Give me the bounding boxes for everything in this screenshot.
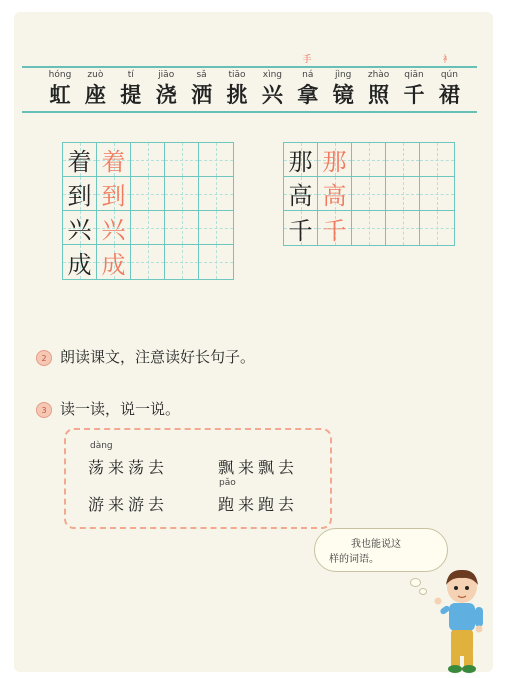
trace-character: 千 [322,216,347,245]
phrase: 游来游去 [88,495,169,514]
vocab-hanzi: 提 [120,82,142,107]
practice-cell [352,143,386,177]
model-character-cell [284,143,318,177]
writing-grid-left [62,142,234,280]
practice-cell [165,245,199,279]
trace-character: 那 [322,148,347,176]
speech-bubble-tail [419,588,427,595]
exercise-number-badge [36,402,52,418]
speech-bubble [314,528,448,572]
vocab-hanzi: 千 [403,82,425,107]
vocab-pinyin: ná [302,70,314,80]
model-character: 那 [288,148,313,176]
practice-cell [131,143,165,177]
speech-bubble-line: 我也能说这 [351,539,401,550]
vocab-pinyin: xìng [262,70,283,80]
trace-character-cell [318,177,352,211]
vocab-pinyin: qún [440,70,458,80]
trace-character: 着 [101,148,126,176]
practice-cell [131,177,165,211]
vocab-pinyin: tí [127,70,134,80]
trace-character-cell [318,143,352,177]
radical-hint: 衤 [442,55,452,65]
boy-illustration [432,565,492,675]
model-character: 兴 [67,216,92,244]
practice-cell [131,211,165,245]
trace-character: 高 [322,182,347,210]
model-character: 千 [288,216,313,245]
trace-character-cell [97,211,131,245]
exercise-number: 3 [41,405,47,415]
trace-character-cell [97,143,131,177]
practice-cell [131,245,165,279]
model-character-cell [63,211,97,245]
vocab-hanzi: 挑 [226,82,248,107]
vocab-hanzi: 拿 [297,82,319,107]
vocab-hanzi: 虹 [49,82,71,107]
practice-cell [199,143,233,177]
vocab-word [328,68,358,108]
vocab-pinyin: jìng [334,70,352,80]
trace-character-cell [97,177,131,211]
practice-cell [386,177,420,211]
vocab-word [293,68,323,108]
vocab-word [187,68,217,108]
phrase-pinyin: dàng [90,441,113,451]
speech-bubble-line: 样的词语。 [329,554,379,565]
model-character-cell [284,211,318,245]
vocab-word [257,68,287,108]
phrase: 跑来跑去 [218,495,299,514]
vocab-pinyin: tiāo [228,70,246,80]
model-character: 着 [67,148,92,176]
vocab-hanzi: 兴 [261,82,283,107]
exercise-number-badge [36,350,52,366]
vocab-pinyin: jiāo [158,70,175,80]
vocab-hanzi: 洒 [191,82,213,107]
exercise-instruction: 朗读课文，注意读好长句子。 [60,348,256,366]
vocab-pinyin: zhào [367,70,390,80]
character-guide-line [22,111,477,113]
practice-cell [352,211,386,245]
practice-cell [199,245,233,279]
practice-cell [420,211,454,245]
vocab-pinyin: sǎ [196,70,207,80]
practice-cell [386,211,420,245]
practice-cell [386,143,420,177]
vocab-word [399,68,429,108]
model-character-cell [284,177,318,211]
phrase-pinyin: pǎo [219,478,236,488]
vocab-hanzi: 镜 [332,82,354,107]
speech-bubble-tail [410,578,421,587]
model-character: 高 [288,182,313,210]
practice-cell [352,177,386,211]
vocab-hanzi: 裙 [438,82,460,107]
vocab-word [364,68,394,108]
practice-cell [165,211,199,245]
model-character-cell [63,177,97,211]
vocab-pinyin: qiān [404,70,424,80]
trace-character: 到 [101,182,126,210]
exercise-number: 2 [41,353,47,363]
exercise-instruction: 读一读，说一说。 [60,400,181,418]
vocab-word [222,68,252,108]
vocab-word [80,68,110,108]
model-character-cell [63,143,97,177]
radical-hint: 手 [302,55,312,65]
trace-character: 兴 [101,216,126,244]
vocab-pinyin: hóng [48,70,72,80]
model-character: 到 [67,182,92,210]
vocab-hanzi: 照 [368,82,390,107]
trace-character: 成 [101,250,126,279]
practice-cell [199,211,233,245]
vocab-word [45,68,75,108]
vocab-word [434,68,464,108]
practice-cell [165,143,199,177]
vocab-word [116,68,146,108]
practice-cell [165,177,199,211]
trace-character-cell [318,211,352,245]
practice-cell [420,177,454,211]
model-character-cell [63,245,97,279]
vocab-hanzi: 浇 [155,82,177,107]
practice-cell [199,177,233,211]
trace-character-cell [97,245,131,279]
phrase: 飘来飘去 [218,458,299,477]
writing-grid-right [283,142,455,246]
phrase: 荡来荡去 [88,458,169,477]
vocab-pinyin: zuò [87,70,104,80]
vocab-hanzi: 座 [84,82,106,107]
model-character: 成 [67,250,92,279]
vocab-word [151,68,181,108]
practice-cell [420,143,454,177]
